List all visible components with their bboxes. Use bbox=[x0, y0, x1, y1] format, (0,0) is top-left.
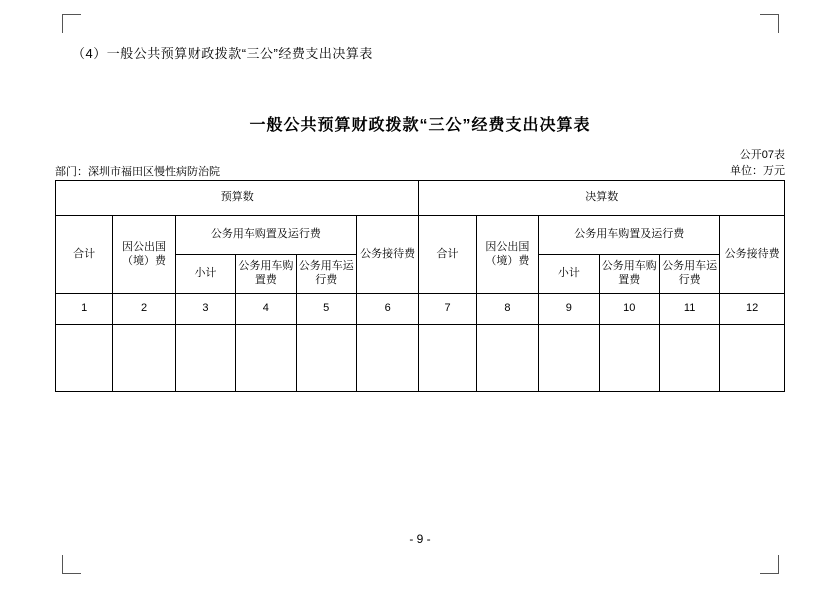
table-row-headers bbox=[56, 216, 785, 255]
column-number: 8 bbox=[476, 294, 538, 325]
column-number: 4 bbox=[236, 294, 296, 325]
header-final-abroad: 因公出国（境）费 bbox=[476, 216, 538, 294]
header-budget-vehicle-operation: 公务用车运行费 bbox=[296, 255, 356, 294]
table-row-groups bbox=[56, 181, 785, 216]
table-cell[interactable] bbox=[356, 325, 418, 392]
table-cell[interactable] bbox=[236, 325, 296, 392]
crop-mark-top-left bbox=[62, 14, 81, 33]
table-cell[interactable] bbox=[476, 325, 538, 392]
table-cell[interactable] bbox=[720, 325, 785, 392]
crop-mark-top-right bbox=[760, 14, 779, 33]
header-budget-total: 合计 bbox=[56, 216, 113, 294]
column-number: 9 bbox=[539, 294, 599, 325]
header-final-total: 合计 bbox=[419, 216, 476, 294]
column-number: 5 bbox=[296, 294, 356, 325]
page-number: - 9 - bbox=[409, 532, 431, 546]
header-budget-vehicle-purchase: 公务用车购置费 bbox=[236, 255, 296, 294]
budget-table bbox=[55, 180, 785, 392]
column-number: 3 bbox=[175, 294, 235, 325]
header-budget-abroad: 因公出国（境）费 bbox=[113, 216, 175, 294]
header-budget-vehicle-subtotal: 小计 bbox=[175, 255, 235, 294]
form-code: 公开07表 bbox=[739, 149, 785, 161]
unit-note: 单位：万元 bbox=[730, 165, 785, 177]
header-final-vehicle-subtotal: 小计 bbox=[539, 255, 599, 294]
table-row-numbers bbox=[56, 294, 785, 325]
column-number: 7 bbox=[419, 294, 476, 325]
table-cell[interactable] bbox=[56, 325, 113, 392]
page-title: 一般公共预算财政拨款“三公”经费支出决算表 bbox=[249, 117, 591, 134]
crop-mark-bottom-right bbox=[760, 555, 779, 574]
crop-mark-bottom-left bbox=[62, 555, 81, 574]
header-final-vehicle-operation: 公务用车运行费 bbox=[659, 255, 719, 294]
table-cell[interactable] bbox=[539, 325, 599, 392]
table-cell[interactable] bbox=[599, 325, 659, 392]
column-number: 11 bbox=[659, 294, 719, 325]
department-label: 部门：深圳市福田区慢性病防治院 bbox=[55, 166, 220, 178]
group-header-budget: 预算数 bbox=[56, 181, 419, 216]
header-budget-vehicle-group: 公务用车购置及运行费 bbox=[175, 216, 356, 255]
group-header-final: 决算数 bbox=[419, 181, 785, 216]
column-number: 6 bbox=[356, 294, 418, 325]
table-row bbox=[56, 325, 785, 392]
table-cell[interactable] bbox=[296, 325, 356, 392]
table-cell[interactable] bbox=[175, 325, 235, 392]
table-cell[interactable] bbox=[419, 325, 476, 392]
header-budget-reception: 公务接待费 bbox=[356, 216, 418, 294]
header-final-reception: 公务接待费 bbox=[720, 216, 785, 294]
column-number: 1 bbox=[56, 294, 113, 325]
column-number: 2 bbox=[113, 294, 175, 325]
section-heading: （4）一般公共预算财政拨款“三公”经费支出决算表 bbox=[72, 46, 373, 61]
column-number: 10 bbox=[599, 294, 659, 325]
column-number: 12 bbox=[720, 294, 785, 325]
header-final-vehicle-purchase: 公务用车购置费 bbox=[599, 255, 659, 294]
table-cell[interactable] bbox=[113, 325, 175, 392]
header-final-vehicle-group: 公务用车购置及运行费 bbox=[539, 216, 720, 255]
table-cell[interactable] bbox=[659, 325, 719, 392]
